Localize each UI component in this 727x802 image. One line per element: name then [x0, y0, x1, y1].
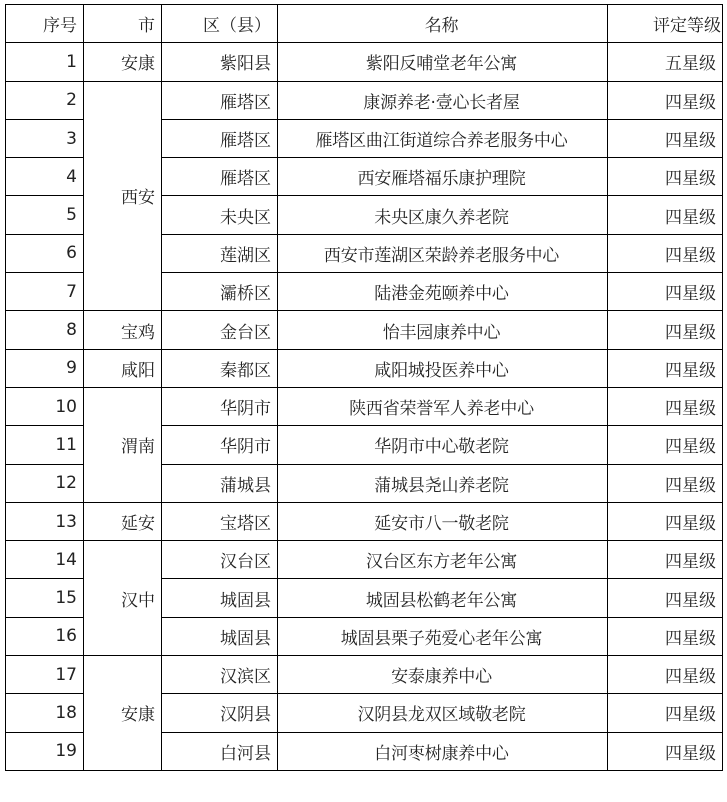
- cell-no: 18: [6, 694, 84, 732]
- cell-district: 华阴市: [162, 426, 278, 464]
- table-row: [6, 656, 723, 694]
- cell-no: 3: [6, 119, 84, 157]
- cell-district: 紫阳县: [162, 43, 278, 81]
- cell-level: 四星级: [608, 273, 723, 311]
- cell-city: 安康: [84, 656, 162, 771]
- cell-district: 宝塔区: [162, 502, 278, 540]
- cell-level: 四星级: [608, 694, 723, 732]
- cell-level: 四星级: [608, 119, 723, 157]
- cell-level: 四星级: [608, 158, 723, 196]
- cell-no: 10: [6, 387, 84, 425]
- cell-name: 安泰康养中心: [278, 656, 608, 694]
- cell-level: 四星级: [608, 541, 723, 579]
- cell-no: 17: [6, 656, 84, 694]
- cell-level: 四星级: [608, 387, 723, 425]
- table-row: [6, 349, 723, 387]
- cell-name: 雁塔区曲江街道综合养老服务中心: [278, 119, 608, 157]
- cell-name: 陆港金苑颐养中心: [278, 273, 608, 311]
- cell-name: 西安雁塔福乐康护理院: [278, 158, 608, 196]
- cell-district: 城固县: [162, 579, 278, 617]
- cell-level: 四星级: [608, 656, 723, 694]
- cell-name: 怡丰园康养中心: [278, 311, 608, 349]
- cell-no: 11: [6, 426, 84, 464]
- cell-name: 蒲城县尧山养老院: [278, 464, 608, 502]
- cell-district: 金台区: [162, 311, 278, 349]
- cell-level: 四星级: [608, 617, 723, 655]
- cell-no: 9: [6, 349, 84, 387]
- cell-district: 汉台区: [162, 541, 278, 579]
- cell-no: 19: [6, 732, 84, 770]
- cell-district: 汉阴县: [162, 694, 278, 732]
- cell-name: 未央区康久养老院: [278, 196, 608, 234]
- cell-no: 13: [6, 502, 84, 540]
- cell-name: 城固县栗子苑爱心老年公寓: [278, 617, 608, 655]
- cell-level: 四星级: [608, 464, 723, 502]
- cell-district: 灞桥区: [162, 273, 278, 311]
- cell-level: 四星级: [608, 81, 723, 119]
- cell-level: 四星级: [608, 349, 723, 387]
- cell-city: 汉中: [84, 541, 162, 656]
- table-row: [6, 311, 723, 349]
- cell-no: 16: [6, 617, 84, 655]
- cell-no: 7: [6, 273, 84, 311]
- cell-district: 未央区: [162, 196, 278, 234]
- cell-name: 汉阴县龙双区域敬老院: [278, 694, 608, 732]
- header-level: 评定等级: [608, 5, 723, 43]
- header-no: 序号: [6, 5, 84, 43]
- cell-no: 5: [6, 196, 84, 234]
- cell-name: 延安市八一敬老院: [278, 502, 608, 540]
- cell-district: 华阴市: [162, 387, 278, 425]
- table-row: [6, 387, 723, 425]
- cell-name: 咸阳城投医养中心: [278, 349, 608, 387]
- cell-no: 2: [6, 81, 84, 119]
- cell-name: 城固县松鹤老年公寓: [278, 579, 608, 617]
- cell-city: 咸阳: [84, 349, 162, 387]
- table-body: [6, 5, 723, 771]
- cell-city: 安康: [84, 43, 162, 81]
- cell-name: 紫阳反哺堂老年公寓: [278, 43, 608, 81]
- cell-district: 雁塔区: [162, 81, 278, 119]
- header-name: 名称: [278, 5, 608, 43]
- cell-no: 4: [6, 158, 84, 196]
- table-row: [6, 43, 723, 81]
- cell-city: 西安: [84, 81, 162, 311]
- cell-district: 雁塔区: [162, 158, 278, 196]
- cell-level: 四星级: [608, 196, 723, 234]
- cell-no: 6: [6, 234, 84, 272]
- cell-city: 宝鸡: [84, 311, 162, 349]
- cell-level: 四星级: [608, 502, 723, 540]
- cell-no: 14: [6, 541, 84, 579]
- cell-level: 四星级: [608, 234, 723, 272]
- cell-no: 8: [6, 311, 84, 349]
- cell-district: 汉滨区: [162, 656, 278, 694]
- table-row: [6, 502, 723, 540]
- cell-no: 15: [6, 579, 84, 617]
- cell-no: 12: [6, 464, 84, 502]
- cell-district: 秦都区: [162, 349, 278, 387]
- cell-name: 陕西省荣誉军人养老中心: [278, 387, 608, 425]
- cell-level: 五星级: [608, 43, 723, 81]
- cell-name: 汉台区东方老年公寓: [278, 541, 608, 579]
- header-city: 市: [84, 5, 162, 43]
- cell-name: 西安市莲湖区荣龄养老服务中心: [278, 234, 608, 272]
- cell-name: 白河枣树康养中心: [278, 732, 608, 770]
- cell-level: 四星级: [608, 426, 723, 464]
- cell-name: 康源养老·壹心长者屋: [278, 81, 608, 119]
- cell-name: 华阴市中心敬老院: [278, 426, 608, 464]
- table-row: [6, 541, 723, 579]
- cell-level: 四星级: [608, 579, 723, 617]
- cell-district: 白河县: [162, 732, 278, 770]
- cell-district: 雁塔区: [162, 119, 278, 157]
- cell-no: 1: [6, 43, 84, 81]
- rating-table: [5, 4, 723, 771]
- table-row: [6, 81, 723, 119]
- cell-district: 蒲城县: [162, 464, 278, 502]
- cell-city: 延安: [84, 502, 162, 540]
- cell-district: 莲湖区: [162, 234, 278, 272]
- cell-level: 四星级: [608, 732, 723, 770]
- header-row: [6, 5, 723, 43]
- cell-level: 四星级: [608, 311, 723, 349]
- cell-district: 城固县: [162, 617, 278, 655]
- header-district: 区（县）: [162, 5, 278, 43]
- cell-city: 渭南: [84, 387, 162, 502]
